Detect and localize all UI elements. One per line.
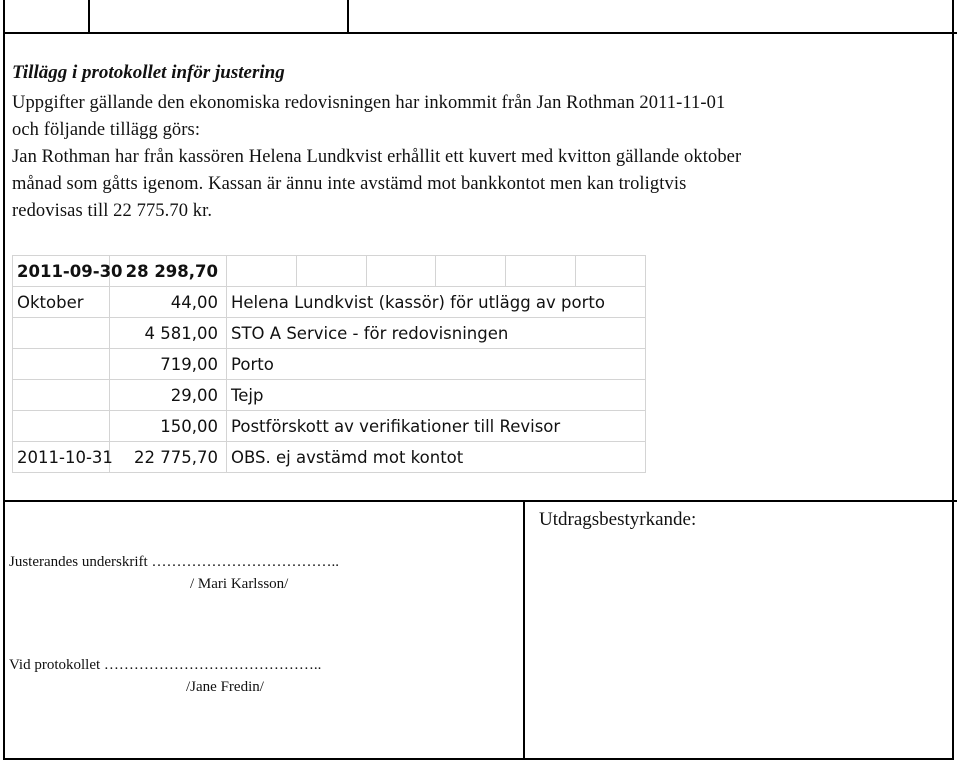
- top-divider: [3, 32, 957, 34]
- paragraph-line: och följande tillägg görs:: [12, 120, 201, 140]
- top-cell-divider: [88, 0, 90, 32]
- minutes-signature-line: Vid protokollet ……………………………………..: [9, 657, 322, 673]
- ledger-text-cell: Porto: [227, 349, 646, 380]
- ledger-text-cell: OBS. ej avstämd mot kontot: [227, 442, 646, 473]
- ledger-date-cell: [13, 349, 110, 380]
- ledger-text-cell: STO A Service - för redovisningen: [227, 318, 646, 349]
- ledger-amount-cell: 22 775,70: [110, 442, 227, 473]
- ledger-date-cell: [13, 318, 110, 349]
- ledger-amount-cell: 150,00: [110, 411, 227, 442]
- ledger-empty-cell: [436, 256, 506, 287]
- ledger-row: [13, 349, 646, 380]
- ledger-row: [13, 411, 646, 442]
- ledger-table: [12, 255, 646, 473]
- ledger-amount-cell: 44,00: [110, 287, 227, 318]
- ledger-row: [13, 442, 646, 473]
- paragraph-line: redovisas till 22 775.70 kr.: [12, 201, 213, 221]
- signature-divider: [3, 500, 957, 502]
- ledger-date-cell: 2011-09-30: [13, 256, 110, 287]
- ledger-empty-cell: [296, 256, 366, 287]
- ledger-text-cell: Postförskott av verifikationer till Revisor: [227, 411, 646, 442]
- top-cell-divider: [347, 0, 349, 32]
- ledger-text-cell: Helena Lundkvist (kassör) för utlägg av porto: [227, 287, 646, 318]
- ledger-date-cell: 2011-10-31: [13, 442, 110, 473]
- ledger-amount-cell: 4 581,00: [110, 318, 227, 349]
- minutes-keeper-name: /Jane Fredin/: [186, 679, 264, 695]
- signature-column-divider: [523, 500, 525, 760]
- ledger-empty-cell: [366, 256, 436, 287]
- adjuster-signature-line: Justerandes underskrift ………………………………..: [9, 554, 339, 570]
- ledger-empty-cell: [227, 256, 297, 287]
- paragraph-line: Jan Rothman har från kassören Helena Lundkvist erhållit ett kuvert med kvitton gällande oktober: [12, 147, 742, 167]
- ledger-amount-cell: 29,00: [110, 380, 227, 411]
- adjuster-name: / Mari Karlsson/: [190, 576, 289, 592]
- ledger-amount-cell: 28 298,70: [110, 256, 227, 287]
- ledger-amount-cell: 719,00: [110, 349, 227, 380]
- section-heading: Tillägg i protokollet inför justering: [12, 62, 285, 83]
- ledger-text-cell: Tejp: [227, 380, 646, 411]
- section-paragraph: [12, 90, 947, 225]
- ledger-row: [13, 380, 646, 411]
- ledger-empty-cell: [506, 256, 576, 287]
- paragraph-line: Uppgifter gällande den ekonomiska redovisningen har inkommit från Jan Rothman 2011-11-01: [12, 93, 726, 113]
- ledger-row: [13, 318, 646, 349]
- ledger-row: [13, 256, 646, 287]
- extract-certification-label: Utdragsbestyrkande:: [539, 509, 697, 530]
- ledger-date-cell: [13, 411, 110, 442]
- ledger-empty-cell: [576, 256, 646, 287]
- ledger-date-cell: [13, 380, 110, 411]
- ledger-row: [13, 287, 646, 318]
- ledger-date-cell: Oktober: [13, 287, 110, 318]
- paragraph-line: månad som gåtts igenom. Kassan är ännu inte avstämd mot bankkontot men kan troligtvis: [12, 174, 687, 194]
